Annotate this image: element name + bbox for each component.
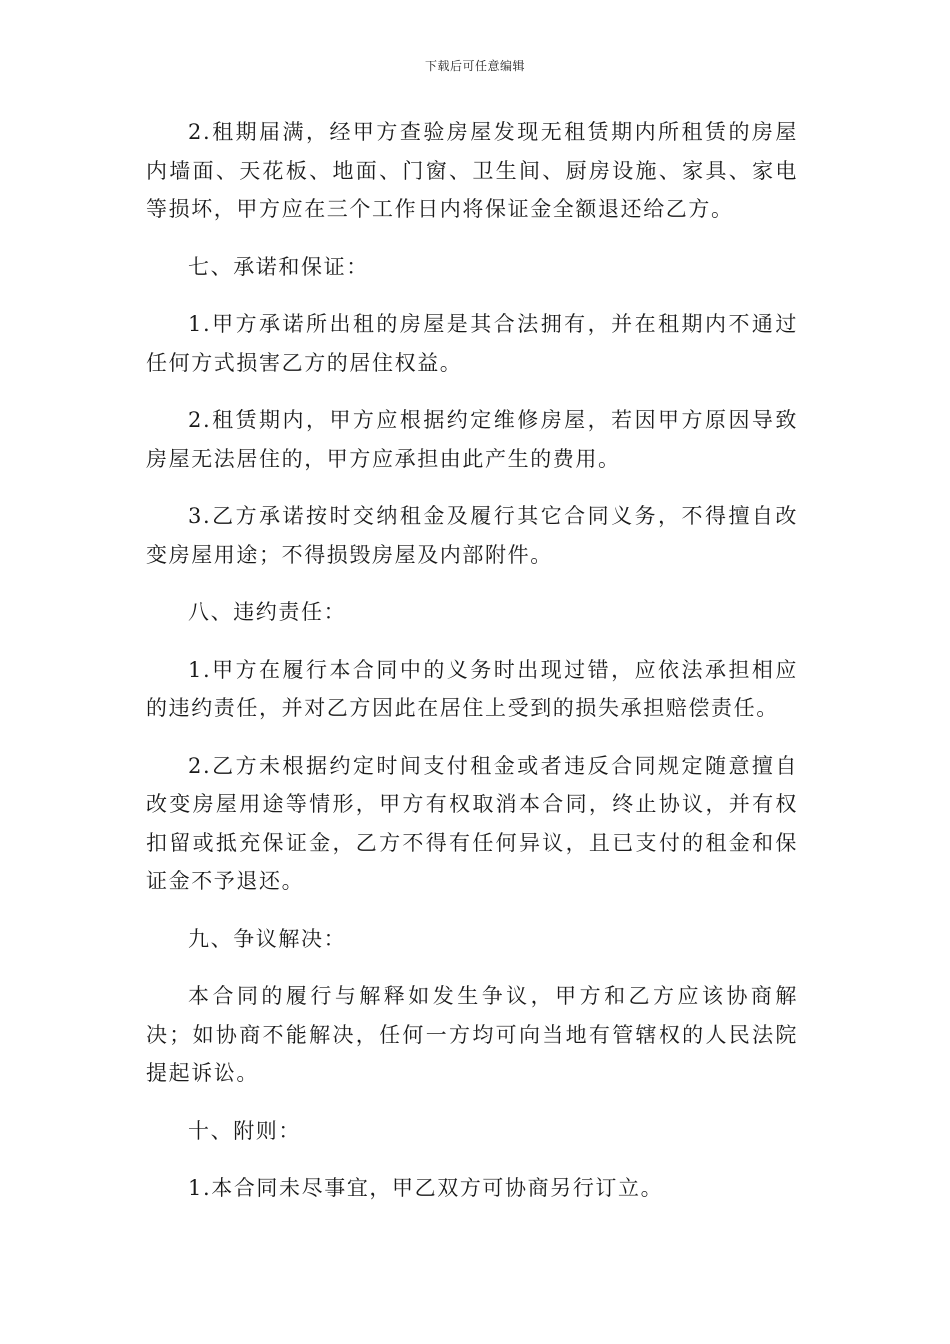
- clause-return-deposit: 2.租期届满，经甲方查验房屋发现无租赁期内所租赁的房屋内墙面、天花板、地面、门窗、卫生间、厨房设施、家具、家电等损坏，甲方应在三个工作日内将保证金全额退还给乙方。: [146, 120, 798, 221]
- clause-dispute: 本合同的履行与解释如发生争议，甲方和乙方应该协商解决；如协商不能解决，任何一方均可向当地有管辖权的人民法院提起诉讼。: [146, 984, 798, 1085]
- section-heading-commitment: 七、承诺和保证：: [188, 254, 369, 279]
- header-note: 下载后可任意编辑: [424, 59, 525, 73]
- clause-commitment-2: 2.租赁期内，甲方应根据约定维修房屋，若因甲方原因导致房屋无法居住的，甲方应承担由此产生的费用。: [146, 408, 798, 471]
- clause-breach-2: 2.乙方未根据约定时间支付租金或者违反合同规定随意擅自改变房屋用途等情形，甲方有权取消本合同，终止协议，并有权扣留或抵充保证金，乙方不得有任何异议，且已支付的租金和保证金不予退还。: [146, 753, 798, 893]
- section-heading-breach: 八、违约责任：: [188, 600, 347, 624]
- document-body: [146, 113, 798, 1227]
- section-heading-supplementary: 十、附则：: [188, 1118, 301, 1143]
- clause-supplementary-1: 1.本合同未尽事宜，甲乙双方可协商另行订立。: [188, 1176, 664, 1200]
- section-heading-dispute: 九、争议解决：: [188, 926, 347, 951]
- clause-commitment-1: 1.甲方承诺所出租的房屋是其合法拥有，并在租期内不通过任何方式损害乙方的居住权益。: [146, 312, 798, 375]
- clause-commitment-3: 3.乙方承诺按时交纳租金及履行其它合同义务，不得擅自改变房屋用途；不得损毁房屋及内部附件。: [146, 504, 798, 567]
- clause-breach-1: 1.甲方在履行本合同中的义务时出现过错，应依法承担相应的违约责任，并对乙方因此在居住上受到的损失承担赔偿责任。: [146, 657, 798, 720]
